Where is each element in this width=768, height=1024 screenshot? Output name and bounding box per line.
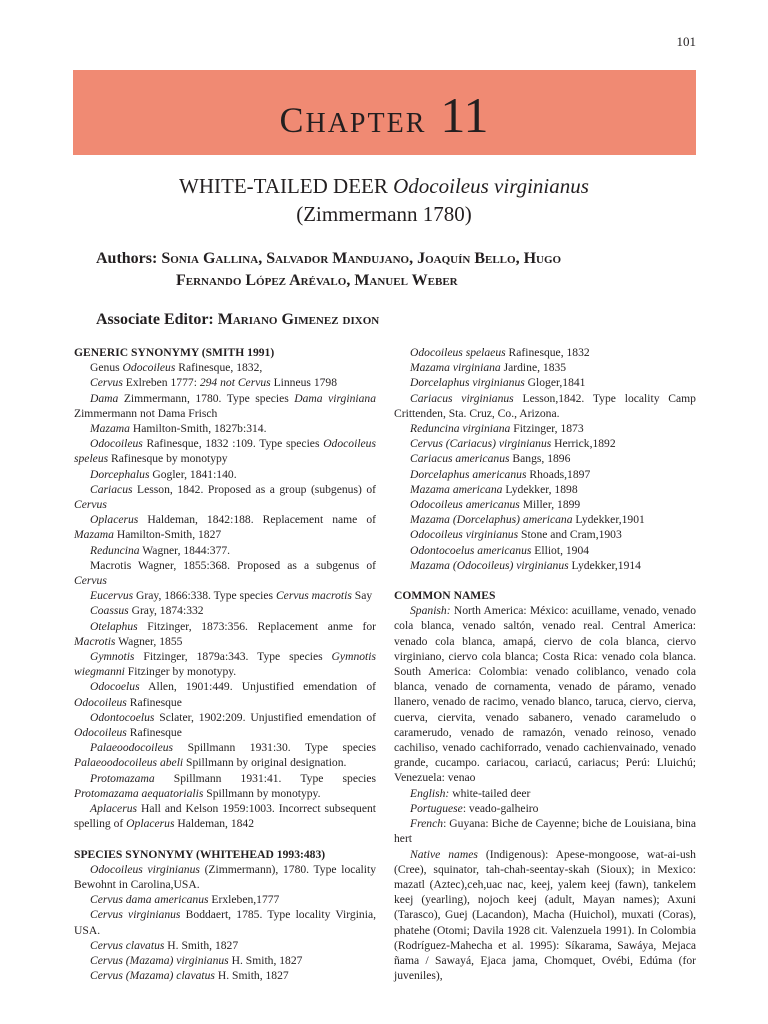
species-synonymy-entry: Cariacus virginianus Lesson,1842. Type locality Camp Crittenden, Sta. Cruz, Co., Arizona. — [394, 391, 696, 420]
generic-synonymy-entry: Odontocoelus Sclater, 1902:209. Unjustified emendation of Odocoileus Rafinesque — [74, 710, 376, 740]
chapter-word — [279, 100, 427, 140]
species-synonymy-entry: Odontocoelus americanus Elliot, 1904 — [410, 543, 590, 557]
generic-synonymy-entry: Palaeoodocoileus Spillmann 1931:30. Type species Palaeoodocoileus abeli Spillmann by original designation. — [74, 741, 376, 770]
generic-synonymy-entry: Aplacerus Hall and Kelson 1959:1003. Incorrect subsequent spelling of Oplacerus Haldeman, 1842 — [74, 802, 376, 831]
species-synonymy-entry: Odocoileus virginianus Stone and Cram,1903 — [410, 528, 622, 542]
generic-synonymy-entry: Coassus Gray, 1874:332 — [90, 604, 204, 618]
species-synonymy-list-right — [394, 345, 696, 573]
species-scientific-name: Odocoileus virginianus — [393, 174, 589, 198]
generic-synonymy-entry: Odocoileus Rafinesque, 1832 :109. Type species Odocoileus speleus Rafinesque by monotypy — [74, 437, 376, 466]
generic-synonymy-entry: Oplacerus Haldeman, 1842:188. Replacement name of Mazama Hamilton-Smith, 1827 — [74, 513, 376, 542]
species-synonymy-entry: Cervus virginianus Boddaert, 1785. Type locality Virginia, USA. — [74, 908, 376, 937]
species-synonymy-entry: Cariacus americanus Bangs, 1896 — [410, 452, 571, 466]
species-title — [0, 172, 768, 228]
species-synonymy-entry: Cervus clavatus H. Smith, 1827 — [90, 938, 239, 952]
common-name-entry: English: white-tailed deer — [410, 786, 531, 800]
species-synonymy-entry: Dorcelaphus virginianus Gloger,1841 — [410, 376, 586, 390]
generic-synonymy-entry: Odocoelus Allen, 1901:449. Unjustified emendation of Odocoileus Rafinesque — [74, 680, 376, 709]
species-common-name: WHITE-TAILED DEER — [179, 174, 388, 198]
editor-name: Mariano Gimenez dixon — [217, 311, 380, 328]
editor-label: Associate Editor: — [96, 311, 214, 328]
common-name-entry: Native names (Indigenous): Apese-mongoose, wat-ai-ush (Cree), squinator, tah-chah-seentay-skah (Sioux); in Mexico: mazatl (Aztec),ceh,uac nac, keej, yalem keej (fawn), tankelem keej (yearling), nojoch keej (adult, Mayan names); Axuni (Tarasco), Guej (Lacandon), Macha (Huichol), muxati (Coras), phatehe (Otomi; Davila 1928 cit. Valenzuela 1991). In Colombia (Rodríguez-Mahecha et al. 1995): Síkarama, Sawáya, Mejaca ñama / Sawayá, Ejaca jama, Chomquet, Ovébi, Edúma (for juveniles), — [394, 847, 696, 983]
species-synonymy-entry: Cervus (Mazama) virginianus H. Smith, 1827 — [90, 953, 303, 967]
species-synonymy-entry: Mazama americana Lydekker, 1898 — [410, 482, 578, 496]
species-synonymy-entry: Cervus dama americanus Erxleben,1777 — [90, 893, 280, 907]
species-synonymy-list-left — [74, 862, 376, 984]
generic-synonymy-entry: Dama Zimmermann, 1780. Type species Dama virginiana Zimmermann not Dama Frisch — [74, 391, 376, 420]
common-name-entry: Spanish: North America: México: acuillame, venado, venado cola blanca, venado saltón, venado real. Central America: venado cola blanca, amapá, ciervo de cola blanca, ciervo virginiano, ciervo cola blanca; Costa Rica: venado cola blanca. South America: Colombia: venado coliblanco, venado cola blanca, venado de cornamenta, venado de páramo, venado llanero, venado de racimo, venado blanco, taruca, ciervo, cierva, cuerva, ciervita, venado sabanero, venado carameludo o caramerudo, venado de ramazón, venado reinoso, venado cachiliso, venado cachiforrado, venado cachienvainado, venado grande, cucampo. cariacou, cariacú, cariacus; Perú: Lluichú; Venezuela: venao — [394, 604, 696, 785]
generic-synonymy-heading: GENERIC SYNONYMY (SMITH 1991) — [74, 346, 275, 359]
species-synonymy-entry: Odocoileus spelaeus Rafinesque, 1832 — [410, 346, 590, 359]
species-synonymy-entry: Odocoileus virginianus (Zimmermann), 1780. Type locality Bewohnt in Carolina,USA. — [74, 862, 377, 891]
species-synonymy-entry: Mazama (Dorcelaphus) americana Lydekker,1901 — [410, 513, 645, 527]
generic-synonymy-entry: Dorcephalus Gogler, 1841:140. — [90, 467, 237, 481]
generic-synonymy-list — [74, 360, 376, 831]
species-synonymy-entry: Mazama virginiana Jardine, 1835 — [410, 361, 567, 375]
species-authority: (Zimmermann 1780) — [296, 202, 472, 226]
species-synonymy-entry: Odocoileus americanus Miller, 1899 — [410, 498, 581, 512]
generic-synonymy-entry: Protomazama Spillmann 1931:41. Type species Protomazama aequatorialis Spillmann by monotypy. — [74, 771, 376, 800]
common-name-entry: Portuguese: veado-galheiro — [410, 801, 539, 815]
right-column — [394, 345, 696, 983]
chapter-number: 11 — [440, 87, 489, 143]
chapter-word-rest: HAPTER — [305, 108, 427, 139]
generic-synonymy-entry: Cariacus Lesson, 1842. Proposed as a group (subgenus) of Cervus — [74, 482, 376, 512]
species-synonymy-entry: Dorcelaphus americanus Rhoads,1897 — [410, 467, 591, 481]
authors-block — [96, 248, 686, 292]
generic-synonymy-entry: Reduncina Wagner, 1844:377. — [90, 543, 231, 557]
authors-label: Authors: — [96, 250, 158, 267]
authors-line-2: Fernando López Arévalo, Manuel Weber — [176, 272, 458, 289]
generic-synonymy-entry: Macrotis Wagner, 1855:368. Proposed as a subgenus of Cervus — [74, 558, 376, 588]
authors-line-1: Sonia Gallina, Salvador Mandujano, Joaquín Bello, Hugo — [161, 250, 562, 267]
generic-synonymy-entry: Genus Odocoileus Rafinesque, 1832, — [90, 361, 263, 375]
chapter-word-initial: C — [279, 100, 306, 140]
species-synonymy-entry: Mazama (Odocoileus) virginianus Lydekker,1914 — [410, 558, 641, 572]
associate-editor-block — [96, 309, 686, 331]
generic-synonymy-entry: Mazama Hamilton-Smith, 1827b:314. — [90, 422, 267, 436]
common-names-list — [394, 603, 696, 983]
generic-synonymy-entry: Cervus Exlreben 1777: 294 not Cervus Linneus 1798 — [90, 376, 338, 390]
common-name-entry: French: Guyana: Biche de Cayenne; biche de Louisiana, bina hert — [394, 817, 696, 846]
species-synonymy-heading: SPECIES SYNONYMY (WHITEHEAD 1993:483) — [74, 847, 326, 861]
generic-synonymy-entry: Eucervus Gray, 1866:338. Type species Cervus macrotis Say — [90, 589, 373, 603]
generic-synonymy-entry: Gymnotis Fitzinger, 1879a:343. Type species Gymnotis wiegmanni Fitzinger by monotypy. — [74, 650, 376, 679]
common-names-heading: COMMON NAMES — [394, 589, 496, 603]
chapter-title — [0, 84, 768, 154]
page-number: 101 — [676, 34, 696, 49]
generic-synonymy-entry: Otelaphus Fitzinger, 1873:356. Replacement anme for Macrotis Wagner, 1855 — [74, 619, 376, 648]
left-column — [74, 345, 376, 983]
species-synonymy-entry: Cervus (Mazama) clavatus H. Smith, 1827 — [90, 969, 289, 983]
species-synonymy-entry: Cervus (Cariacus) virginianus Herrick,1892 — [410, 437, 616, 451]
species-synonymy-entry: Reduncina virginiana Fitzinger, 1873 — [410, 422, 584, 436]
